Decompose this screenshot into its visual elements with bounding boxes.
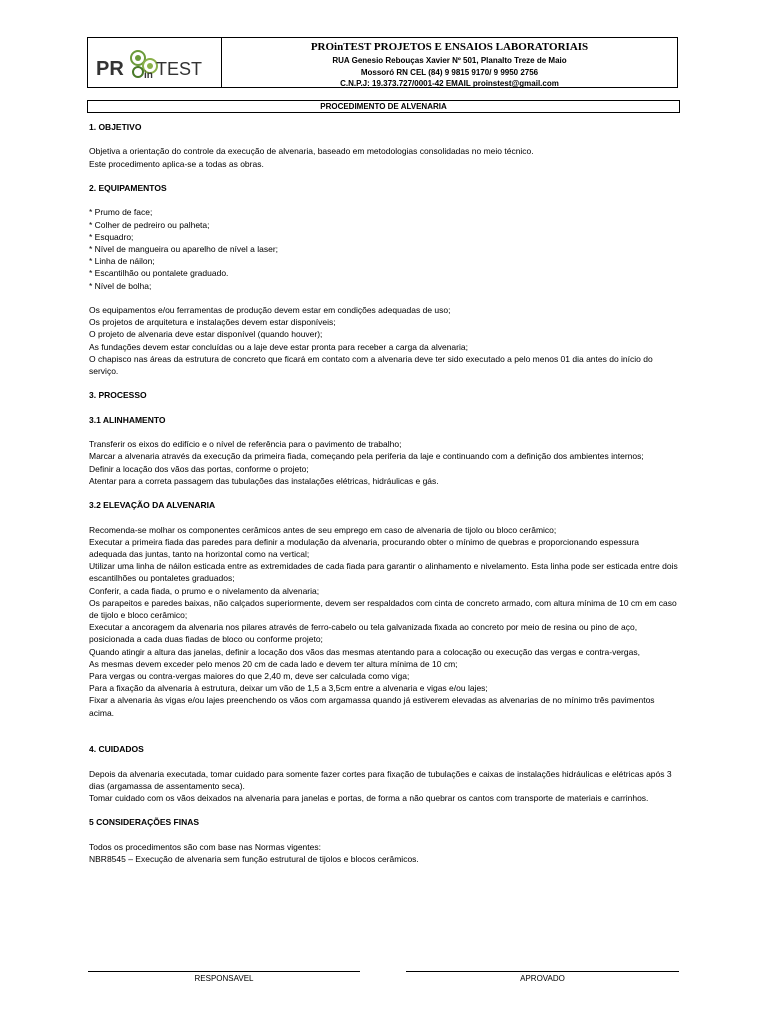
paragraph: Os parapeitos e paredes baixas, não calçados superiormente, devem ser respaldados com cinta de concreto armado, com altura mínima de 10 cm em caso de tijolo e bloco cerâmico; (89, 597, 677, 620)
list-item: * Linha de náilon; (89, 256, 155, 267)
list-item: * Nível de bolha; (89, 280, 152, 291)
list-item: * Nível de mangueira ou aparelho de nível a laser; (89, 243, 279, 254)
subsection-heading-elevacao: 3.2 ELEVAÇÃO DA ALVENARIA (89, 500, 216, 511)
paragraph: O chapisco nas áreas da estrutura de concreto que ficará em contato com a alvenaria deve ter sido executado a pelo menos 01 dia antes do início do serviço. (89, 353, 653, 376)
paragraph: Fixar a alvenaria às vigas e/ou lajes preenchendo os vãos com argamassa quando já estiverem elevadas as alvenarias de no mínimo três pavimentos acima. (89, 695, 655, 718)
paragraph: Executar a primeira fiada das paredes para definir a modulação da alvenaria, procurando obter o mínimo de quebras e proporcionando espessura adequada das juntas, tanto na horizontal como na vertical; (89, 536, 639, 559)
paragraph: Tomar cuidado com os vãos deixados na alvenaria para janelas e portas, de forma a não quebrar os cantos com transporte de materiais e carrinhos. (89, 792, 649, 803)
signature-label-aprovado: APROVADO (520, 974, 565, 983)
list-item: * Prumo de face; (89, 207, 153, 218)
logo-text-left: PR (96, 58, 124, 80)
logo-text-small: in (144, 70, 153, 81)
paragraph: Depois da alvenaria executada, tomar cuidado para somente fazer cortes para fixação de tubulações e caixas de instalações hidráulicas e elétricas após 3 dias (argamassa de assentamento seca). (89, 768, 672, 791)
signature-line-aprovado (406, 971, 679, 972)
paragraph: Objetiva a orientação do controle da execução de alvenaria, baseado em metodologias consolidadas no meio técnico. (89, 146, 534, 157)
paragraph: Quando atingir a altura das janelas, definir a locação dos vãos das mesmas atentando para a colocação ou execução das vergas e contra-vergas, (89, 646, 640, 657)
paragraph: NBR8545 – Execução de alvenaria sem função estrutural de tijolos e blocos cerâmicos. (89, 853, 419, 864)
paragraph: As mesmas devem exceder pelo menos 20 cm de cada lado e devem ter altura mínima de 10 cm; (89, 658, 458, 669)
company-address: RUA Genesio Rebouças Xavier Nº 501, Planalto Treze de Maio (332, 56, 567, 65)
paragraph: Transferir os eixos do edifício e o nível de referência para o pavimento de trabalho; (89, 439, 402, 450)
list-item: * Colher de pedreiro ou palheta; (89, 219, 210, 230)
paragraph: Atentar para a correta passagem das tubulações das instalações elétricas, hidráulicas e gás. (89, 475, 439, 486)
signature-label-responsavel: RESPONSAVEL (194, 974, 254, 983)
document-body (89, 121, 679, 865)
paragraph: O projeto de alvenaria deve estar disponível (quando houver); (89, 329, 323, 340)
section-heading-objetivo: 1. OBJETIVO (89, 122, 142, 132)
paragraph: Marcar a alvenaria através da execução da primeira fiada, começando pela periferia da laje e continuando com a definição dos ambientes internos; (89, 451, 644, 462)
letterhead (87, 37, 678, 88)
logo-text-right: TEST (156, 59, 203, 79)
list-item: * Escantilhão ou pontalete graduado. (89, 268, 229, 279)
section-heading-processo: 3. PROCESSO (89, 390, 147, 401)
paragraph: Conferir, a cada fiada, o prumo e o nivelamento da alvenaria; (89, 585, 320, 596)
paragraph: Para a fixação da alvenaria à estrutura, deixar um vão de 1,5 a 3,5cm entre a alvenaria e vigas e/ou lajes; (89, 683, 488, 694)
section-heading-cuidados: 4. CUIDADOS (89, 744, 144, 755)
section-heading-consideracoes: 5 CONSIDERAÇÕES FINAS (89, 817, 200, 828)
section-heading-equipamentos: 2. EQUIPAMENTOS (89, 182, 167, 193)
paragraph: Os equipamentos e/ou ferramentas de produção devem estar em condições adequadas de uso; (89, 304, 451, 315)
company-info (222, 38, 677, 88)
company-cnpj-email: C.N.P.J: 19.373.727/0001-42 EMAIL proinstest@gmail.com (340, 79, 559, 88)
subsection-heading-alinhamento: 3.1 ALINHAMENTO (89, 414, 166, 425)
logo (88, 38, 222, 87)
paragraph: Recomenda-se molhar os componentes cerâmicos antes de seu emprego em caso de alvenaria de tijolo ou bloco cerâmico; (89, 524, 557, 535)
prointest-logo-icon (94, 44, 216, 82)
paragraph: Este procedimento aplica-se a todas as obras. (89, 158, 264, 169)
paragraph: Definir a locação dos vãos das portas, conforme o projeto; (89, 463, 309, 474)
paragraph: Utilizar uma linha de náilon esticada entre as extremidades de cada fiada para garantir o alinhamento e nivelamento. Esta linha pode ser esticada entre dois escantilhões ou pontaletes graduados; (89, 561, 678, 584)
signature-line-responsavel (88, 971, 360, 972)
list-item: * Esquadro; (89, 231, 134, 242)
company-name: PROinTEST PROJETOS E ENSAIOS LABORATORIAIS (310, 41, 589, 53)
paragraph: Todos os procedimentos são com base nas Normas vigentes: (89, 841, 321, 852)
paragraph: Os projetos de arquitetura e instalações devem estar disponíveis; (89, 317, 336, 328)
paragraph: Executar a ancoragem da alvenaria nos pilares através de ferro-cabelo ou tela galvanizada fixada ao concreto por meio de resina ou pino de aço, posicionada a cada duas fiadas de bloco ou conforme projeto; (89, 622, 638, 645)
company-city-phone: Mossoró RN CEL (84) 9 9815 9170/ 9 9950 2756 (360, 68, 539, 77)
paragraph: Para vergas ou contra-vergas maiores do que 2,40 m, deve ser calculada como viga; (89, 671, 410, 681)
paragraph: As fundações devem estar concluídas ou a laje deve estar pronta para receber a carga da alvenaria; (89, 341, 468, 352)
document-title: PROCEDIMENTO DE ALVENARIA (87, 100, 680, 113)
